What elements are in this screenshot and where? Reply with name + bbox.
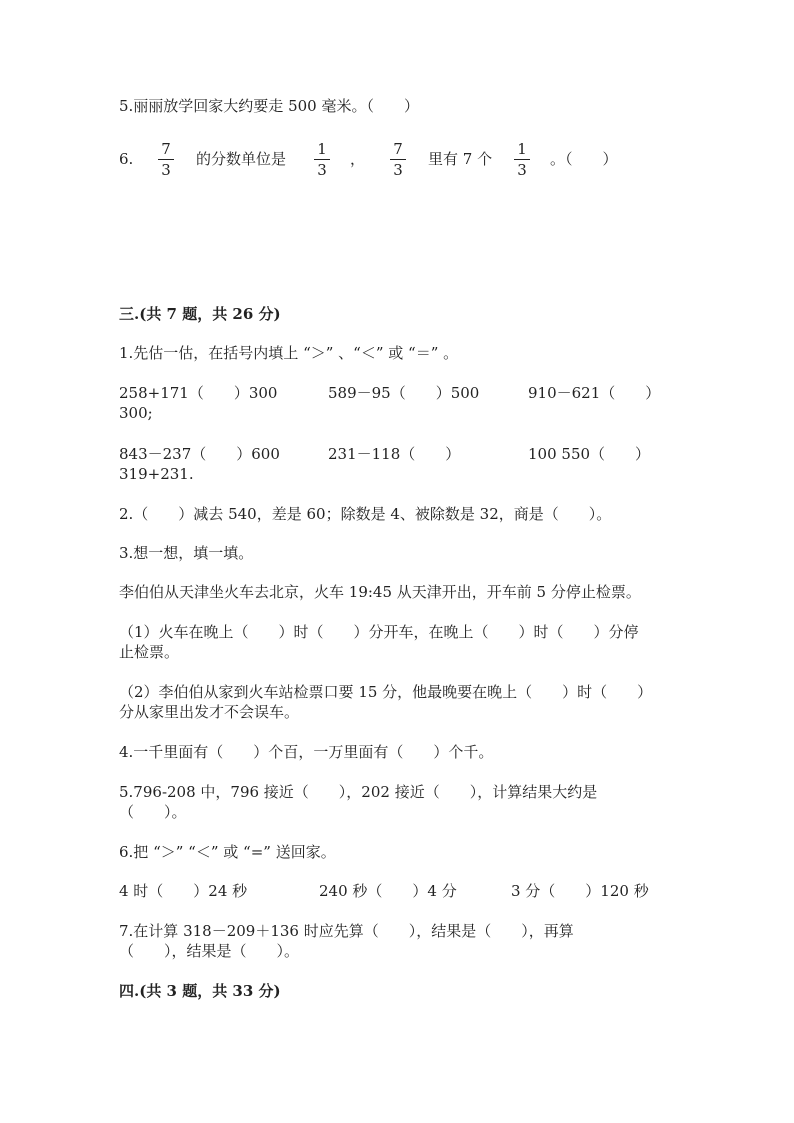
s7-line1: 7.在计算 318－209＋136 时应先算（ ），结果是（ ），再算 <box>119 922 574 940</box>
s6-prompt: 6.把 “＞” “＜” 或 “=” 送回家。 <box>119 843 336 861</box>
fraction-numerator: 7 <box>393 140 403 158</box>
q5-line: 5.丽丽放学回家大约要走 500 毫米。（ ） <box>119 97 419 115</box>
fraction-7-3-b <box>390 140 406 179</box>
s3-part1-line2: 止检票。 <box>119 643 180 661</box>
s1-prompt: 1.先估一估，在括号内填上 “＞” 、“＜” 或 “＝” 。 <box>119 344 459 362</box>
s2-line: 2.（ ）减去 540，差是 60；除数是 4、被除数是 32，商是（ ）。 <box>119 505 612 523</box>
s1-row2-item2: 231－118（ ） <box>328 445 461 463</box>
s6-item1: 4 时（ ）24 秒 <box>119 882 248 900</box>
s1-row1-item4: 300; <box>119 404 153 422</box>
s3-part2-line1: （2）李伯伯从家到火车站检票口要 15 分，他最晚要在晚上（ ）时（ ） <box>119 683 653 701</box>
s3-prompt: 3.想一想，填一填。 <box>119 544 254 562</box>
s1-row1-item2: 589－95（ ）500 <box>328 384 480 402</box>
fraction-denominator: 3 <box>317 161 327 179</box>
fraction-1-3-a <box>314 140 330 179</box>
q6-end: 。（ ） <box>550 150 618 168</box>
s1-row1-item1: 258+171（ ）300 <box>119 384 278 402</box>
fraction-denominator: 3 <box>393 161 403 179</box>
s1-row2-item1: 843－237（ ）600 <box>119 445 280 463</box>
s3-part1-line1: （1）火车在晚上（ ）时（ ）分开车，在晚上（ ）时（ ）分停 <box>119 623 639 641</box>
s4-line: 4.一千里面有（ ）个百，一万里面有（ ）个千。 <box>119 743 494 761</box>
s1-row1-item3: 910－621（ ） <box>528 384 661 402</box>
q6-text-unit: 的分数单位是 <box>196 150 287 168</box>
s7-line2: （ ），结果是（ ）。 <box>119 942 300 960</box>
s3-part2-line2: 分从家里出发才不会误车。 <box>119 703 300 721</box>
section-3-heading: 三.(共 7 题，共 26 分) <box>119 305 281 323</box>
q6-comma: ， <box>350 150 366 168</box>
s1-row2-item3: 100 550（ ） <box>528 445 651 463</box>
fraction-denominator: 3 <box>161 161 171 179</box>
s3-story: 李伯伯从天津坐火车去北京，火车 19:45 从天津开出，开车前 5 分停止检票。 <box>119 583 641 601</box>
fraction-numerator: 7 <box>161 140 171 158</box>
q6-text-contains: 里有 7 个 <box>428 150 493 168</box>
s6-item3: 3 分（ ）120 秒 <box>511 882 649 900</box>
q6-number: 6. <box>119 150 134 168</box>
section-4-heading: 四.(共 3 题，共 33 分) <box>119 982 281 1000</box>
fraction-numerator: 1 <box>317 140 327 158</box>
s5-line2: （ ）。 <box>119 803 187 821</box>
s5-line1: 5.796-208 中，796 接近（ ），202 接近（ ），计算结果大约是 <box>119 783 598 801</box>
fraction-denominator: 3 <box>517 161 527 179</box>
s6-item2: 240 秒（ ）4 分 <box>319 882 457 900</box>
s1-row2-item4: 319+231. <box>119 465 194 483</box>
fraction-1-3-b <box>514 140 530 179</box>
fraction-7-3-a <box>158 140 174 179</box>
fraction-numerator: 1 <box>517 140 527 158</box>
